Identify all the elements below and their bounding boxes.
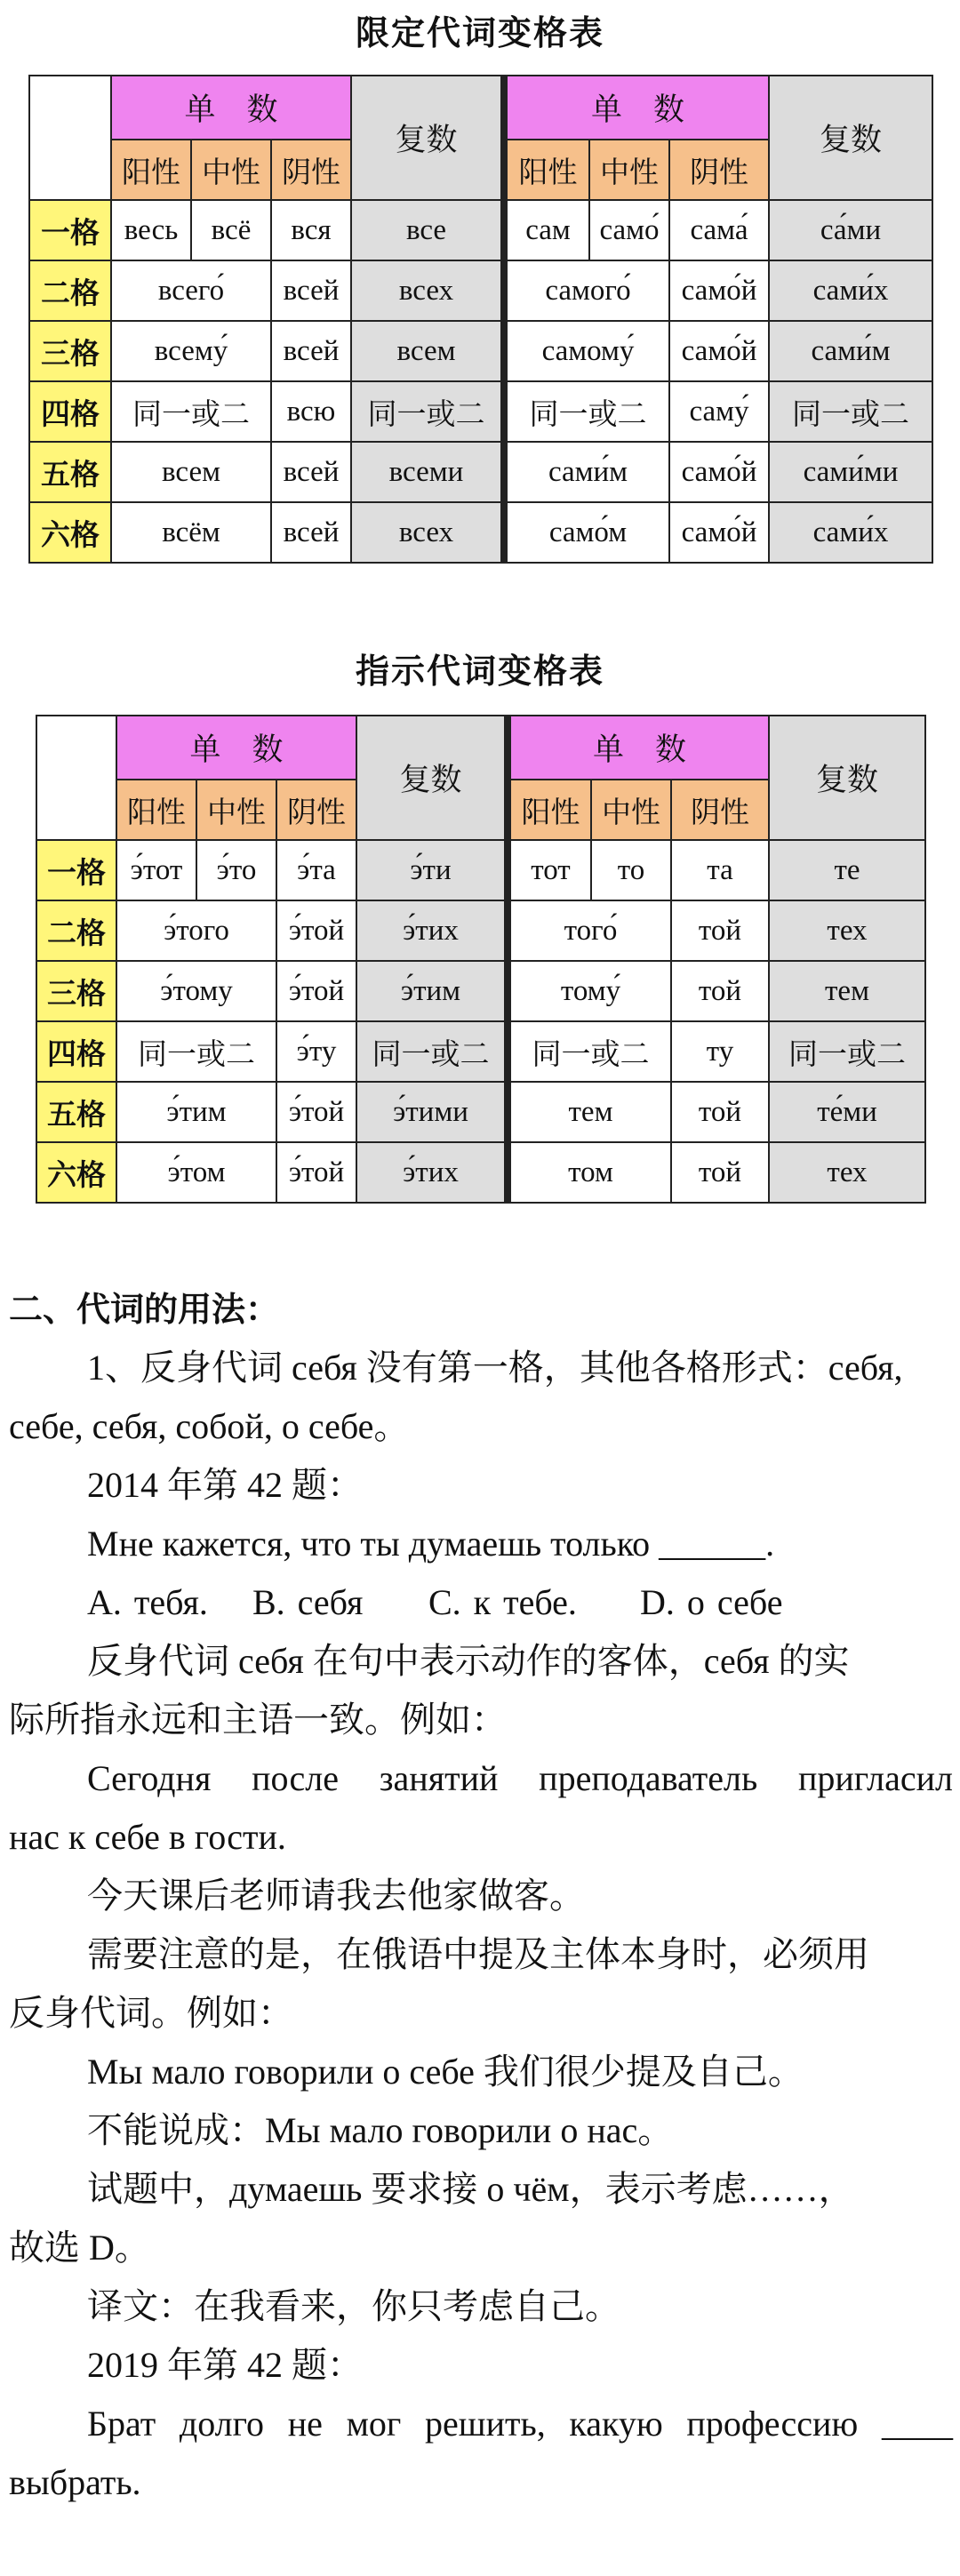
exam-year: 2019 年第 42 题： bbox=[87, 2345, 363, 2385]
cell: тех bbox=[769, 900, 925, 961]
table-row bbox=[36, 900, 925, 961]
case-label: 五格 bbox=[36, 1082, 116, 1142]
question: выбрать. bbox=[9, 2462, 141, 2502]
cell: само́ bbox=[589, 200, 669, 260]
cell: само́м bbox=[504, 502, 669, 563]
cell: всем bbox=[351, 321, 504, 381]
cell: те bbox=[769, 840, 925, 900]
corner-cell bbox=[36, 716, 116, 840]
cell: та bbox=[671, 840, 769, 900]
cell: всей bbox=[271, 260, 351, 321]
cell: э́той bbox=[276, 900, 356, 961]
gender-feminine: 阴性 bbox=[271, 140, 351, 200]
cell: всё bbox=[191, 200, 271, 260]
answer-options bbox=[0, 1573, 960, 1632]
singular-header: 单 数 bbox=[504, 76, 769, 140]
plural-header: 复数 bbox=[769, 716, 925, 840]
cell: 同一或二 bbox=[504, 381, 669, 442]
translation: 译文：在我看来，你只考虑自己。 bbox=[87, 2286, 620, 2326]
cell: 同一或二 bbox=[111, 381, 271, 442]
gender-neuter: 中性 bbox=[591, 780, 671, 840]
cell: тот bbox=[508, 840, 591, 900]
example-sentence: нас к себе в гости. bbox=[9, 1817, 286, 1857]
usage-section bbox=[0, 1280, 960, 2512]
case-label: 三格 bbox=[36, 961, 116, 1021]
table-row bbox=[29, 321, 932, 381]
paragraph: 1、反身代词 себя 没有第一格，其他各格形式：себя, bbox=[87, 1348, 903, 1388]
paragraph: 际所指永远和主语一致。例如： bbox=[9, 1700, 507, 1740]
cell: 同一或二 bbox=[508, 1021, 671, 1082]
table2-title: 指示代词变格表 bbox=[355, 652, 604, 691]
case-label: 二格 bbox=[36, 900, 116, 961]
table1-title: 限定代词变格表 bbox=[355, 13, 604, 52]
section-heading: 二、代词的用法： bbox=[9, 1290, 280, 1329]
cell: э́тими bbox=[356, 1082, 508, 1142]
gender-masculine: 阳性 bbox=[504, 140, 589, 200]
paragraph: 故选 D。 bbox=[9, 2228, 150, 2268]
cell: всей bbox=[271, 502, 351, 563]
cell: всеми bbox=[351, 442, 504, 502]
paragraph: себе, себя, собой, о себе。 bbox=[9, 1406, 410, 1446]
paragraph: 需要注意的是，在俄语中提及主体本身时，必须用 bbox=[87, 1934, 869, 1974]
cell: той bbox=[671, 1082, 769, 1142]
cell: всем bbox=[111, 442, 271, 502]
case-label: 四格 bbox=[36, 1021, 116, 1082]
cell: э́той bbox=[276, 1142, 356, 1203]
cell: э́тих bbox=[356, 900, 508, 961]
table-row bbox=[29, 502, 932, 563]
question: Мне кажется, что ты думаешь только ______. bbox=[87, 1524, 775, 1564]
gender-neuter: 中性 bbox=[589, 140, 669, 200]
cell: сами́х bbox=[769, 502, 932, 563]
gender-neuter: 中性 bbox=[196, 780, 276, 840]
example-sentence: Мы мало говорили о себе 我们很少提及自己。 bbox=[87, 2052, 804, 2092]
cell: э́тим bbox=[356, 961, 508, 1021]
paragraph: 试题中，думаешь 要求接 о чём，表示考虑……， bbox=[87, 2169, 854, 2209]
cell: э́того bbox=[116, 900, 276, 961]
cell: само́й bbox=[669, 260, 769, 321]
plural-header: 复数 bbox=[351, 76, 504, 200]
case-label: 六格 bbox=[36, 1142, 116, 1203]
cell: всему́ bbox=[111, 321, 271, 381]
case-label: 四格 bbox=[29, 381, 111, 442]
table-row bbox=[36, 1082, 925, 1142]
cell: всех bbox=[351, 260, 504, 321]
case-label: 六格 bbox=[29, 502, 111, 563]
gender-masculine: 阳性 bbox=[111, 140, 191, 200]
cell: 同一或二 bbox=[769, 381, 932, 442]
cell: тем bbox=[769, 961, 925, 1021]
plural-header: 复数 bbox=[356, 716, 508, 840]
cell: той bbox=[671, 1142, 769, 1203]
cell: сами́м bbox=[769, 321, 932, 381]
cell: том bbox=[508, 1142, 671, 1203]
paragraph: 反身代词。例如： bbox=[9, 1993, 293, 2033]
corner-cell bbox=[29, 76, 111, 200]
gender-feminine: 阴性 bbox=[276, 780, 356, 840]
option-c: C. к тебе. bbox=[428, 1582, 577, 1622]
cell: э́то bbox=[196, 840, 276, 900]
cell: э́той bbox=[276, 1082, 356, 1142]
cell: все bbox=[351, 200, 504, 260]
question: Брат долго не мог решить, какую профессию ____ bbox=[87, 2404, 953, 2444]
cell: само́й bbox=[669, 442, 769, 502]
table-row bbox=[29, 442, 932, 502]
cell: са́ми bbox=[769, 200, 932, 260]
case-label: 一格 bbox=[29, 200, 111, 260]
table-row bbox=[36, 1142, 925, 1203]
table-row bbox=[36, 1021, 925, 1082]
cell: сами́м bbox=[504, 442, 669, 502]
cell: э́ту bbox=[276, 1021, 356, 1082]
table-row bbox=[36, 961, 925, 1021]
cell: сами́х bbox=[769, 260, 932, 321]
table-row bbox=[29, 260, 932, 321]
cell: сами́ми bbox=[769, 442, 932, 502]
example-sentence: 不能说成：Мы мало говорили о нас。 bbox=[87, 2110, 674, 2150]
cell: тем bbox=[508, 1082, 671, 1142]
cell: само́й bbox=[669, 502, 769, 563]
cell: вся bbox=[271, 200, 351, 260]
cell: э́тому bbox=[116, 961, 276, 1021]
table-row bbox=[36, 840, 925, 900]
table-row bbox=[29, 200, 932, 260]
cell: весь bbox=[111, 200, 191, 260]
cell: э́та bbox=[276, 840, 356, 900]
case-label: 五格 bbox=[29, 442, 111, 502]
cell: всём bbox=[111, 502, 271, 563]
gender-feminine: 阴性 bbox=[669, 140, 769, 200]
gender-masculine: 阳性 bbox=[116, 780, 196, 840]
cell: само́й bbox=[669, 321, 769, 381]
case-label: 一格 bbox=[36, 840, 116, 900]
cell: сам bbox=[504, 200, 589, 260]
cell: сама́ bbox=[669, 200, 769, 260]
cell: э́ти bbox=[356, 840, 508, 900]
option-d: D. о себе bbox=[640, 1582, 783, 1622]
cell: самого́ bbox=[504, 260, 669, 321]
cell: 同一或二 bbox=[769, 1021, 925, 1082]
cell: те́ми bbox=[769, 1082, 925, 1142]
plural-header: 复数 bbox=[769, 76, 932, 200]
case-label: 二格 bbox=[29, 260, 111, 321]
example-sentence: Сегодня после занятий преподаватель пригласил bbox=[87, 1758, 953, 1798]
cell: 同一或二 bbox=[116, 1021, 276, 1082]
translation: 今天课后老师请我去他家做客。 bbox=[87, 1876, 585, 1916]
paragraph: 反身代词 себя 在句中表示动作的客体，себя 的实 bbox=[87, 1641, 850, 1681]
cell: э́тим bbox=[116, 1082, 276, 1142]
gender-masculine: 阳性 bbox=[508, 780, 591, 840]
gender-feminine: 阴性 bbox=[671, 780, 769, 840]
cell: 同一或二 bbox=[356, 1021, 508, 1082]
cell: то bbox=[591, 840, 671, 900]
case-label: 三格 bbox=[29, 321, 111, 381]
option-a: A. тебя. bbox=[87, 1582, 208, 1622]
cell: того́ bbox=[508, 900, 671, 961]
singular-header: 单 数 bbox=[111, 76, 351, 140]
cell: тех bbox=[769, 1142, 925, 1203]
table2 bbox=[36, 715, 924, 1204]
option-b: B. себя bbox=[252, 1582, 364, 1622]
cell: э́той bbox=[276, 961, 356, 1021]
cell: всей bbox=[271, 442, 351, 502]
cell: э́тих bbox=[356, 1142, 508, 1203]
cell: э́тот bbox=[116, 840, 196, 900]
cell: ту bbox=[671, 1021, 769, 1082]
table1 bbox=[28, 75, 932, 564]
cell: всех bbox=[351, 502, 504, 563]
cell: самому́ bbox=[504, 321, 669, 381]
cell: тому́ bbox=[508, 961, 671, 1021]
cell: э́том bbox=[116, 1142, 276, 1203]
table-row bbox=[29, 381, 932, 442]
cell: той bbox=[671, 900, 769, 961]
cell: всей bbox=[271, 321, 351, 381]
gender-neuter: 中性 bbox=[191, 140, 271, 200]
singular-header: 单 数 bbox=[116, 716, 356, 780]
singular-header: 单 数 bbox=[508, 716, 769, 780]
cell: саму́ bbox=[669, 381, 769, 442]
cell: всю bbox=[271, 381, 351, 442]
cell: той bbox=[671, 961, 769, 1021]
cell: всего́ bbox=[111, 260, 271, 321]
exam-year: 2014 年第 42 题： bbox=[87, 1465, 363, 1505]
cell: 同一或二 bbox=[351, 381, 504, 442]
